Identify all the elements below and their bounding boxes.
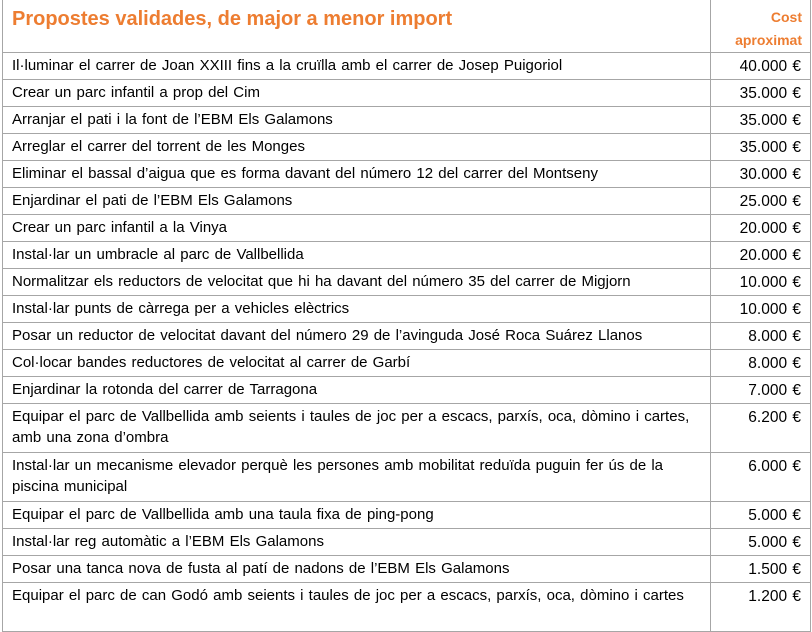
proposal-description: Equipar el parc de can Godó amb seients i taules de joc per a escacs, parxís, oca, dòmino i cartes bbox=[3, 583, 711, 632]
proposal-cost: 6.200 € bbox=[711, 404, 811, 453]
proposal-description: Equipar el parc de Vallbellida amb una taula fixa de ping-pong bbox=[3, 502, 711, 529]
proposal-description: Arreglar el carrer del torrent de les Monges bbox=[3, 134, 711, 161]
table-row bbox=[3, 529, 811, 556]
proposal-description: Posar una tanca nova de fusta al patí de nadons de l’EBM Els Galamons bbox=[3, 556, 711, 583]
proposal-description: Instal·lar reg automàtic a l’EBM Els Galamons bbox=[3, 529, 711, 556]
proposal-cost: 10.000 € bbox=[711, 269, 811, 296]
proposal-cost: 5.000 € bbox=[711, 502, 811, 529]
proposal-description: Posar un reductor de velocitat davant del número 29 de l’avinguda José Roca Suárez Llanos bbox=[3, 323, 711, 350]
table-row bbox=[3, 161, 811, 188]
proposal-cost: 20.000 € bbox=[711, 215, 811, 242]
proposal-description: Enjardinar la rotonda del carrer de Tarragona bbox=[3, 377, 711, 404]
table-row bbox=[3, 583, 811, 632]
proposal-description: Instal·lar punts de càrrega per a vehicles elèctrics bbox=[3, 296, 711, 323]
table-row bbox=[3, 502, 811, 529]
proposal-description: Il·luminar el carrer de Joan XXIII fins a la cruïlla amb el carrer de Josep Puigoriol bbox=[3, 53, 711, 80]
proposal-description: Equipar el parc de Vallbellida amb seients i taules de joc per a escacs, parxís, oca, dòmino i cartes, amb una zona d’ombra bbox=[3, 404, 711, 453]
proposal-description: Crear un parc infantil a prop del Cim bbox=[3, 80, 711, 107]
proposal-description: Instal·lar un umbracle al parc de Vallbellida bbox=[3, 242, 711, 269]
table-header-row bbox=[3, 0, 811, 53]
proposal-cost: 7.000 € bbox=[711, 377, 811, 404]
proposal-description: Enjardinar el pati de l’EBM Els Galamons bbox=[3, 188, 711, 215]
proposal-cost: 10.000 € bbox=[711, 296, 811, 323]
proposal-description: Col·locar bandes reductores de velocitat al carrer de Garbí bbox=[3, 350, 711, 377]
table-row bbox=[3, 269, 811, 296]
proposals-table bbox=[2, 0, 811, 632]
cost-header-line-1: Cost bbox=[770, 9, 802, 25]
proposal-cost: 35.000 € bbox=[711, 107, 811, 134]
table-row bbox=[3, 323, 811, 350]
table-row bbox=[3, 377, 811, 404]
table-row bbox=[3, 80, 811, 107]
table-row bbox=[3, 215, 811, 242]
table-row bbox=[3, 556, 811, 583]
proposal-description: Normalitzar els reductors de velocitat que hi ha davant del número 35 del carrer de Migjorn bbox=[3, 269, 711, 296]
table-row bbox=[3, 53, 811, 80]
table-row bbox=[3, 188, 811, 215]
proposal-description: Instal·lar un mecanisme elevador perquè les persones amb mobilitat reduïda puguin fer ús de la piscina municipal bbox=[3, 453, 711, 502]
table-row bbox=[3, 134, 811, 161]
proposal-description: Crear un parc infantil a la Vinya bbox=[3, 215, 711, 242]
table-body bbox=[3, 53, 811, 632]
table-row bbox=[3, 242, 811, 269]
proposal-cost: 8.000 € bbox=[711, 350, 811, 377]
proposal-cost: 35.000 € bbox=[711, 80, 811, 107]
proposal-cost: 30.000 € bbox=[711, 161, 811, 188]
proposal-cost: 25.000 € bbox=[711, 188, 811, 215]
table-row bbox=[3, 107, 811, 134]
table-row bbox=[3, 404, 811, 453]
table-row bbox=[3, 350, 811, 377]
table-row bbox=[3, 296, 811, 323]
cost-column-header bbox=[711, 0, 811, 53]
table-row bbox=[3, 453, 811, 502]
proposal-cost: 8.000 € bbox=[711, 323, 811, 350]
proposal-description: Eliminar el bassal d’aigua que es forma davant del número 12 del carrer del Montseny bbox=[3, 161, 711, 188]
proposal-cost: 6.000 € bbox=[711, 453, 811, 502]
proposals-sheet bbox=[2, 0, 810, 632]
proposal-description: Arranjar el pati i la font de l’EBM Els Galamons bbox=[3, 107, 711, 134]
table-title: Propostes validades, de major a menor import bbox=[3, 0, 711, 53]
proposal-cost: 1.200 € bbox=[711, 583, 811, 632]
proposal-cost: 40.000 € bbox=[711, 53, 811, 80]
proposal-cost: 20.000 € bbox=[711, 242, 811, 269]
proposal-cost: 5.000 € bbox=[711, 529, 811, 556]
proposal-cost: 35.000 € bbox=[711, 134, 811, 161]
cost-header-line-2: aproximat bbox=[735, 32, 802, 48]
proposal-cost: 1.500 € bbox=[711, 556, 811, 583]
